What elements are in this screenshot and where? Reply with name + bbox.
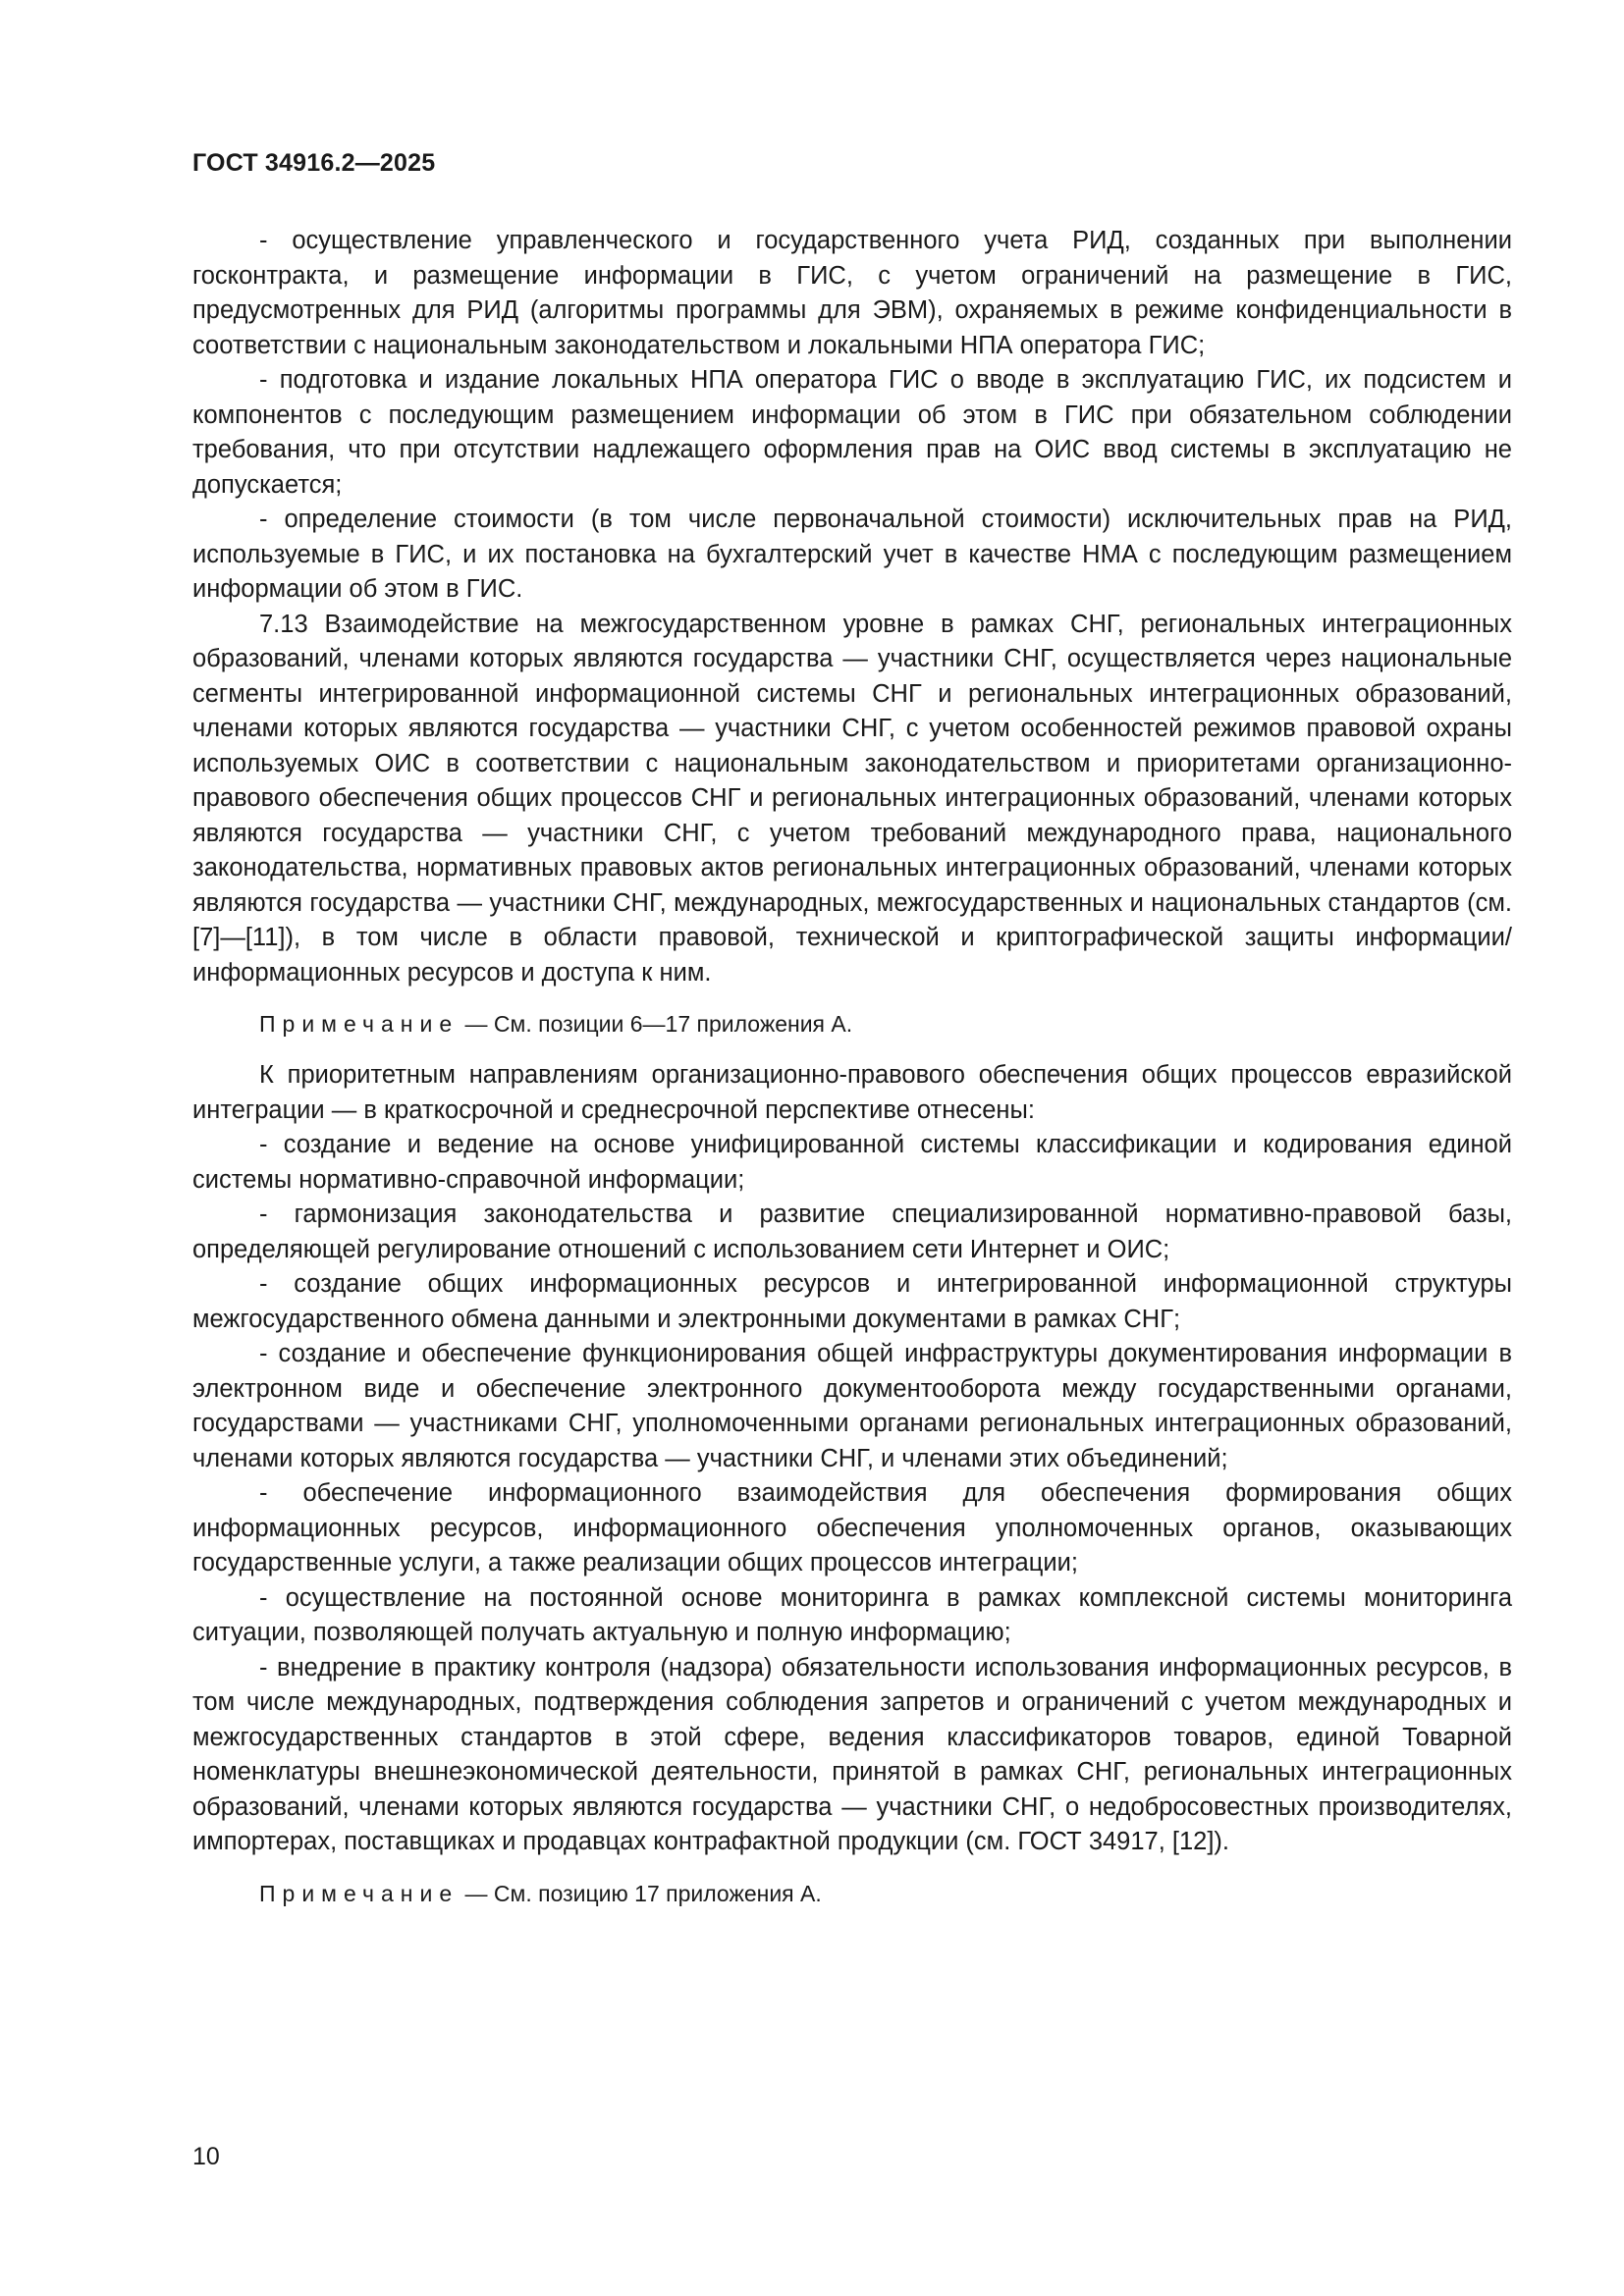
list-item-infrastructure: - создание и обеспечение функционирования общей инфраструктуры документирования информации в электронном виде и обеспечение электронного документооборота между государственными органами, государствами — участниками СНГ, уполномоченными органами региональных интеграционных образований, членами которых являются государства — участники СНГ, и членами этих объединений; — [192, 1340, 1512, 1472]
list-item-accounting: - осуществление управленческого и государственного учета РИД, созданных при выполнении госконтракта, и размещение информации в ГИС, с учетом ограничений на размещение в ГИС, предусмотренных для РИД (алгоритмы программы для ЭВМ), охраняемых в режиме конфиденциальности в соответствии с национальным законодательством и локальными НПА оператора ГИС; — [192, 227, 1512, 359]
priority-intro: К приоритетным направлениям организационно-правового обеспечения общих процессов евразийской интеграции — в краткосрочной и среднесрочной перспективе отнесены: — [192, 1061, 1512, 1124]
page-body — [192, 224, 1512, 1928]
note-text: — См. позиции 6—17 приложения А. — [459, 1011, 853, 1037]
list-item-local-acts: - подготовка и издание локальных НПА оператора ГИС о вводе в эксплуатацию ГИС, их подсистем и компонентов с последующим размещением информации об этом в ГИС при обязательном соблюдении требования, что при отсутствии надлежащего оформления прав на ОИС ввод системы в эксплуатацию не допускается; — [192, 366, 1512, 499]
list-item-harmonization: - гармонизация законодательства и развитие специализированной нормативно-правовой базы, определяющей регулирование отношений с использованием сети Интернет и ОИС; — [192, 1201, 1512, 1263]
page-number: 10 — [192, 2143, 220, 2170]
document-header: ГОСТ 34916.2—2025 — [192, 149, 436, 177]
clause-7-13: 7.13 Взаимодействие на межгосударственном уровне в рамках СНГ, региональных интеграционных образований, членами которых являются государства — участники СНГ, осуществляется через национальные сегменты интегрированной информационной системы СНГ и региональных интеграционных образований, членами которых являются государства — участники СНГ, с учетом особенностей режимов правовой охраны используемых ОИС в соответствии с национальным законодательством и приоритетами организационно-правового обеспечения общих процессов СНГ и региональных интеграционных образований, членами которых являются государства — участники СНГ, с учетом требований международного права, национального законодательства, нормативных правовых актов региональных интеграционных образований, членами которых являются государства — участники СНГ, международных, межгосударственных и национальных стандартов (см. [7]—[11]), в том числе в области правовой, технической и криптографической защиты информации/информационных ресурсов и доступа к ним. — [192, 610, 1512, 987]
list-item-control: - внедрение в практику контроля (надзора) обязательности использования информационных ресурсов, в том числе международных, подтверждения соблюдения запретов и ограничений с учетом международных и межгосударственных стандартов в этой сфере, ведения классификаторов товаров, единой Товарной номенклатуры внешнеэкономической деятельности, принятой в рамках СНГ, региональных интеграционных образований, членами которых являются государства — участники СНГ, о недобросовестных производителях, импортерах, поставщиках и продавцах контрафактной продукции (см. ГОСТ 34917, [12]). — [192, 1653, 1512, 1855]
list-item-interaction: - обеспечение информационного взаимодействия для обеспечения формирования общих информационных ресурсов, информационного обеспечения уполномоченных органов, оказывающих государственные услуги, а также реализации общих процессов интеграции; — [192, 1479, 1512, 1576]
note-text: — См. позицию 17 приложения А. — [459, 1880, 822, 1906]
note-label: Примечание — [259, 1011, 460, 1037]
note-2 — [192, 1878, 1512, 1910]
list-item-monitoring: - осуществление на постоянной основе мониторинга в рамках комплексной системы мониторинга ситуации, позволяющей получать актуальную и полную информацию; — [192, 1583, 1512, 1646]
list-item-classification: - создание и ведение на основе унифицированной системы классификации и кодирования единой системы нормативно-справочной информации; — [192, 1131, 1512, 1194]
list-item-resources: - создание общих информационных ресурсов и интегрированной информационной структуры межгосударственного обмена данными и электронными документами в рамках СНГ; — [192, 1270, 1512, 1333]
note-1 — [192, 1008, 1512, 1041]
list-item-valuation: - определение стоимости (в том числе первоначальной стоимости) исключительных прав на РИД, используемые в ГИС, и их постановка на бухгалтерский учет в качестве НМА с последующим размещением информации об этом в ГИС. — [192, 506, 1512, 603]
note-label: Примечание — [259, 1880, 460, 1906]
